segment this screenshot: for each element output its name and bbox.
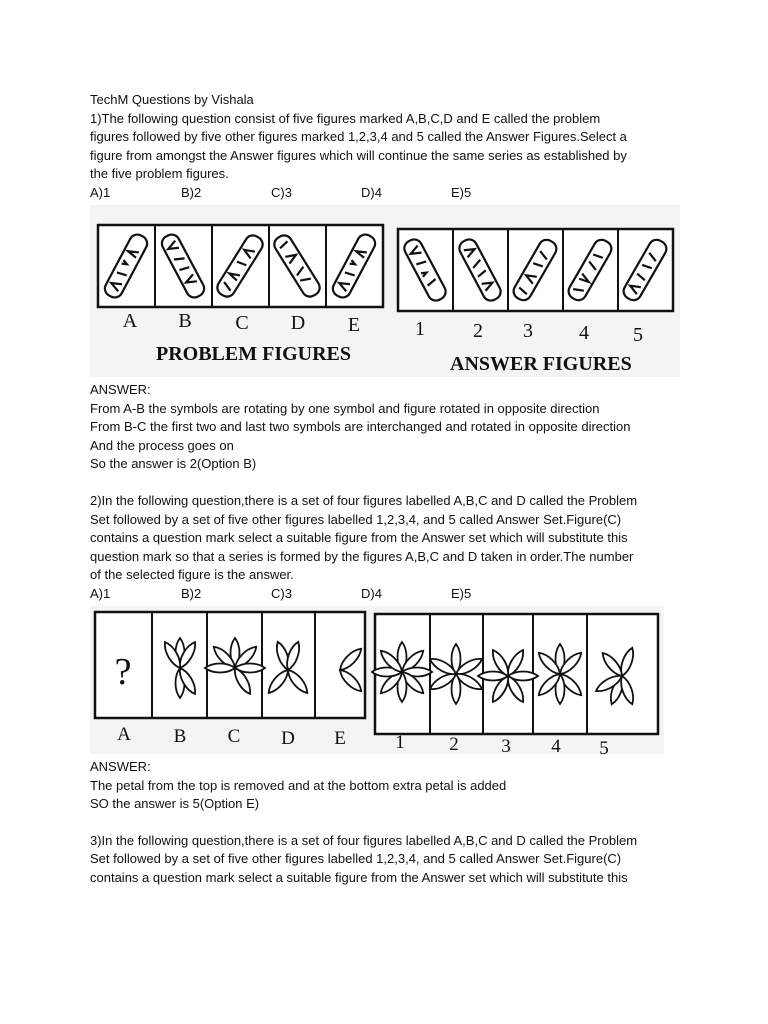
answer-label-5: 5 — [599, 737, 609, 754]
answer-line: From A-B the symbols are rotating by one symbol and figure rotated in opposite direction — [90, 400, 600, 416]
question-text-line: figures followed by five other figures marked 1,2,3,4 and 5 called the Answer Figures.Select a — [90, 129, 627, 145]
option-a: A)1 — [90, 184, 111, 200]
problem-label-b: B — [173, 725, 187, 747]
question-text-line: 1)The following question consist of five figures marked A,B,C,D and E called the problem — [90, 110, 601, 126]
figure-q2-drawing — [90, 606, 664, 754]
answer-figures-caption: ANSWER FIGURES — [450, 352, 632, 375]
option-c: C)3 — [271, 585, 292, 601]
answer-label-2: 2 — [449, 733, 459, 754]
question-text-line: the five problem figures. — [90, 166, 229, 182]
spacer — [90, 814, 690, 832]
option-b: B)2 — [181, 184, 202, 200]
option-e: E)5 — [451, 184, 472, 200]
problem-label-c: C — [235, 311, 249, 334]
option-c: C)3 — [271, 184, 292, 200]
question-text-line: 3)In the following question,there is a set of four figures labelled A,B,C and D called the Problem — [90, 832, 638, 848]
answer-line: From B-C the first two and last two symbols are interchanged and rotated in opposite direction — [90, 419, 631, 435]
answer-heading: ANSWER: — [90, 758, 151, 774]
question-text-line: contains a question mark select a suitable figure from the Answer set which will substitute this — [90, 869, 628, 885]
question-text-line: of the selected figure is the answer. — [90, 567, 294, 583]
answer-label-1: 1 — [415, 317, 425, 340]
document-title: TechM Questions by Vishala — [90, 92, 254, 107]
option-e: E)5 — [451, 585, 472, 601]
option-b: B)2 — [181, 585, 202, 601]
answer-label-4: 4 — [579, 321, 589, 344]
question-text-line: Set followed by a set of five other figures labelled 1,2,3,4, and 5 called Answer Set.Figure(C) — [90, 511, 622, 527]
answer-label-2: 2 — [473, 319, 483, 342]
figure-q1 — [90, 205, 680, 377]
answer-label-5: 5 — [633, 323, 643, 346]
problem-frame — [98, 225, 383, 307]
option-d: D)4 — [361, 585, 382, 601]
question-3 — [90, 832, 690, 888]
options-row — [90, 184, 690, 203]
question-2 — [90, 492, 690, 814]
question-text-line: question mark so that a series is formed by the figures A,B,C and D taken in order.The number — [90, 548, 634, 564]
figure-q2 — [90, 606, 664, 754]
question-text-line: 2)In the following question,there is a set of four figures labelled A,B,C and D called the Problem — [90, 492, 638, 508]
answer-line: And the process goes on — [90, 437, 234, 453]
question-mark: ? — [114, 650, 132, 693]
problem-label-e: E — [334, 727, 346, 749]
answer-heading: ANSWER: — [90, 381, 151, 397]
question-text-line: contains a question mark select a suitable figure from the Answer set which will substitute this — [90, 530, 628, 546]
answer-label-1: 1 — [395, 731, 405, 753]
problem-label-a: A — [122, 309, 138, 332]
question-text-line: Set followed by a set of five other figures labelled 1,2,3,4, and 5 called Answer Set.Figure(C) — [90, 851, 622, 867]
option-d: D)4 — [361, 184, 382, 200]
options-row — [90, 585, 690, 604]
answer-label-3: 3 — [523, 319, 533, 342]
answer-label-3: 3 — [501, 735, 511, 754]
problem-label-b: B — [178, 309, 192, 332]
answer-line: So the answer is 2(Option B) — [90, 456, 257, 472]
answer-line: SO the answer is 5(Option E) — [90, 796, 260, 812]
problem-label-d: D — [290, 311, 306, 334]
option-a: A)1 — [90, 585, 111, 601]
problem-label-c: C — [227, 725, 241, 747]
answer-line: The petal from the top is removed and at the bottom extra petal is added — [90, 777, 507, 793]
answer-label-4: 4 — [551, 735, 561, 754]
figure-q1-drawing — [90, 205, 680, 377]
problem-label-e: E — [347, 313, 361, 336]
flower-1 — [372, 642, 432, 702]
problem-figures-caption: PROBLEM FIGURES — [156, 342, 352, 365]
spacer — [90, 474, 690, 492]
problem-label-a: A — [117, 723, 131, 745]
question-1 — [90, 110, 690, 474]
document-page — [90, 91, 690, 887]
question-text-line: figure from amongst the Answer figures which will continue the same series as established by — [90, 147, 627, 163]
problem-label-d: D — [281, 727, 295, 749]
